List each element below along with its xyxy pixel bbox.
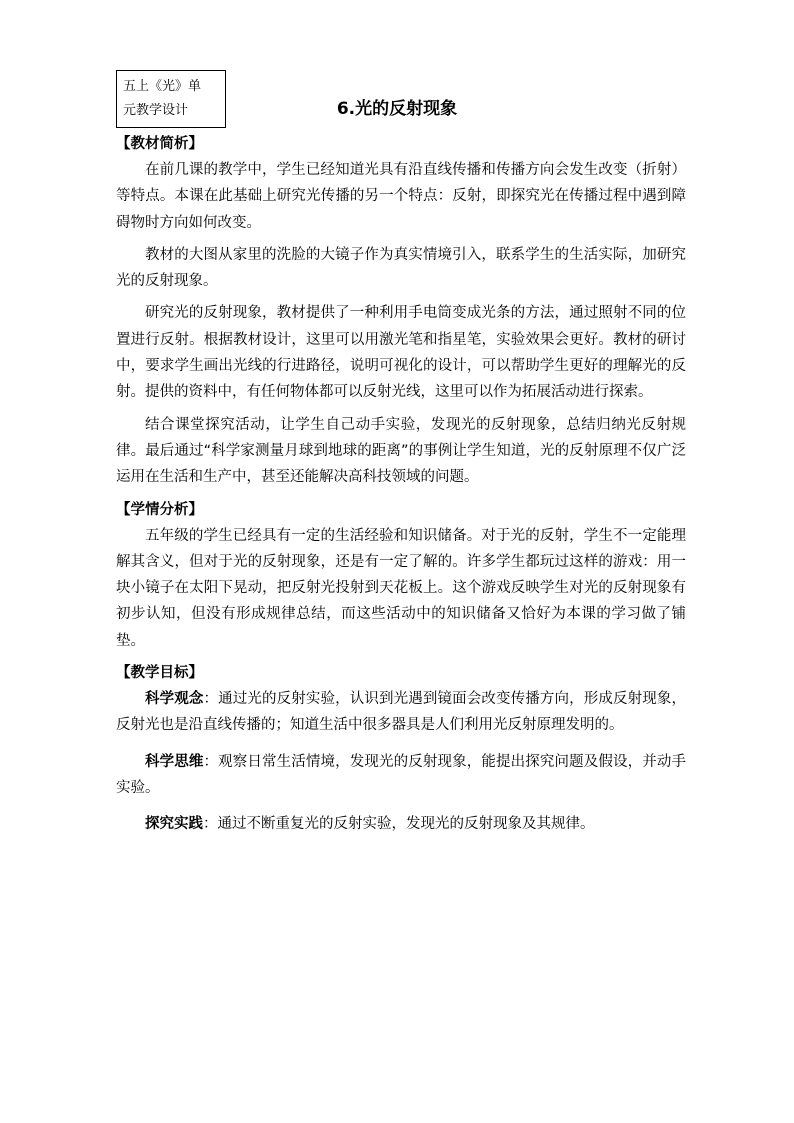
objective-term: 探究实践 — [145, 816, 203, 833]
material-paragraph-3: 研究光的反射现象，教材提供了一种利用手电筒变成光条的方法，通过照射不同的位置进行反射。根据教材设计，这里可以用激光笔和指星笔，实验效果会更好。教材的研讨中，要求学生画出光线的行进路径，说明可视化的设计，可以帮助学生更好的理解光的反射。提供的资料中，有任何物体都可以反射光线，这里可以作为拓展活动进行探索。 — [116, 305, 686, 401]
objective-item-concept — [116, 686, 686, 739]
section-heading-objectives: 【教学目标】 — [116, 665, 203, 682]
objective-text: ：通过不断重复光的反射实验，发现光的反射现象及其规律。 — [203, 816, 595, 833]
objective-term: 科学观念 — [145, 691, 204, 708]
document-body — [116, 131, 686, 848]
learner-paragraph-1: 五年级的学生已经具有一定的生活经验和知识储备。对于光的反射，学生不一定能理解其含义，但对于光的反射现象，还是有一定了解的。许多学生都玩过这样的游戏：用一块小镜子在太阳下晃动，把反射光投射到天花板上。这个游戏反映学生对光的反射现象有初步认知，但没有形成规律总结，而这些活动中的知识储备又恰好为本课的学习做了铺垫。 — [116, 527, 686, 649]
objective-term: 科学思维 — [145, 753, 204, 770]
objective-text: ：观察日常生活情境，发现光的反射现象，能提出探究问题及假设，并动手实验。 — [116, 753, 686, 796]
unit-label-line1: 五上《光》单 — [123, 79, 202, 94]
section-heading-learner: 【学情分析】 — [116, 501, 203, 518]
objective-item-thinking — [116, 749, 686, 802]
material-paragraph-2: 教材的大图从家里的洗脸的大镜子作为真实情境引入，联系学生的生活实际，加研究光的反射现象。 — [116, 246, 686, 290]
section-heading-material: 【教材简析】 — [116, 136, 203, 152]
material-paragraph-4: 结合课堂探究活动，让学生自己动手实验，发现光的反射现象，总结归纳光反射规律。最后通过“科学家测量月球到地球的距离”的事例让学生知道，光的反射原理不仅广泛运用在生活和生产中，甚至还能解决高科技领域的问题。 — [116, 416, 686, 486]
material-paragraph-1: 在前几课的教学中，学生已经知道光具有沿直线传播和传播方向会发生改变（折射）等特点。本课在此基础上研究光传播的另一个特点：反射，即探究光在传播过程中遇到障碍物时方向如何改变。 — [116, 162, 686, 231]
page-title: 6.光的反射现象 — [336, 99, 458, 119]
objective-text: ：通过光的反射实验，认识到光遇到镜面会改变传播方向，形成反射现象，反射光也是沿直线传播的；知道生活中很多器具是人们利用光反射原理发明的。 — [116, 691, 686, 734]
objective-item-practice — [116, 811, 686, 837]
unit-label-line2: 元教学设计 — [123, 103, 189, 118]
